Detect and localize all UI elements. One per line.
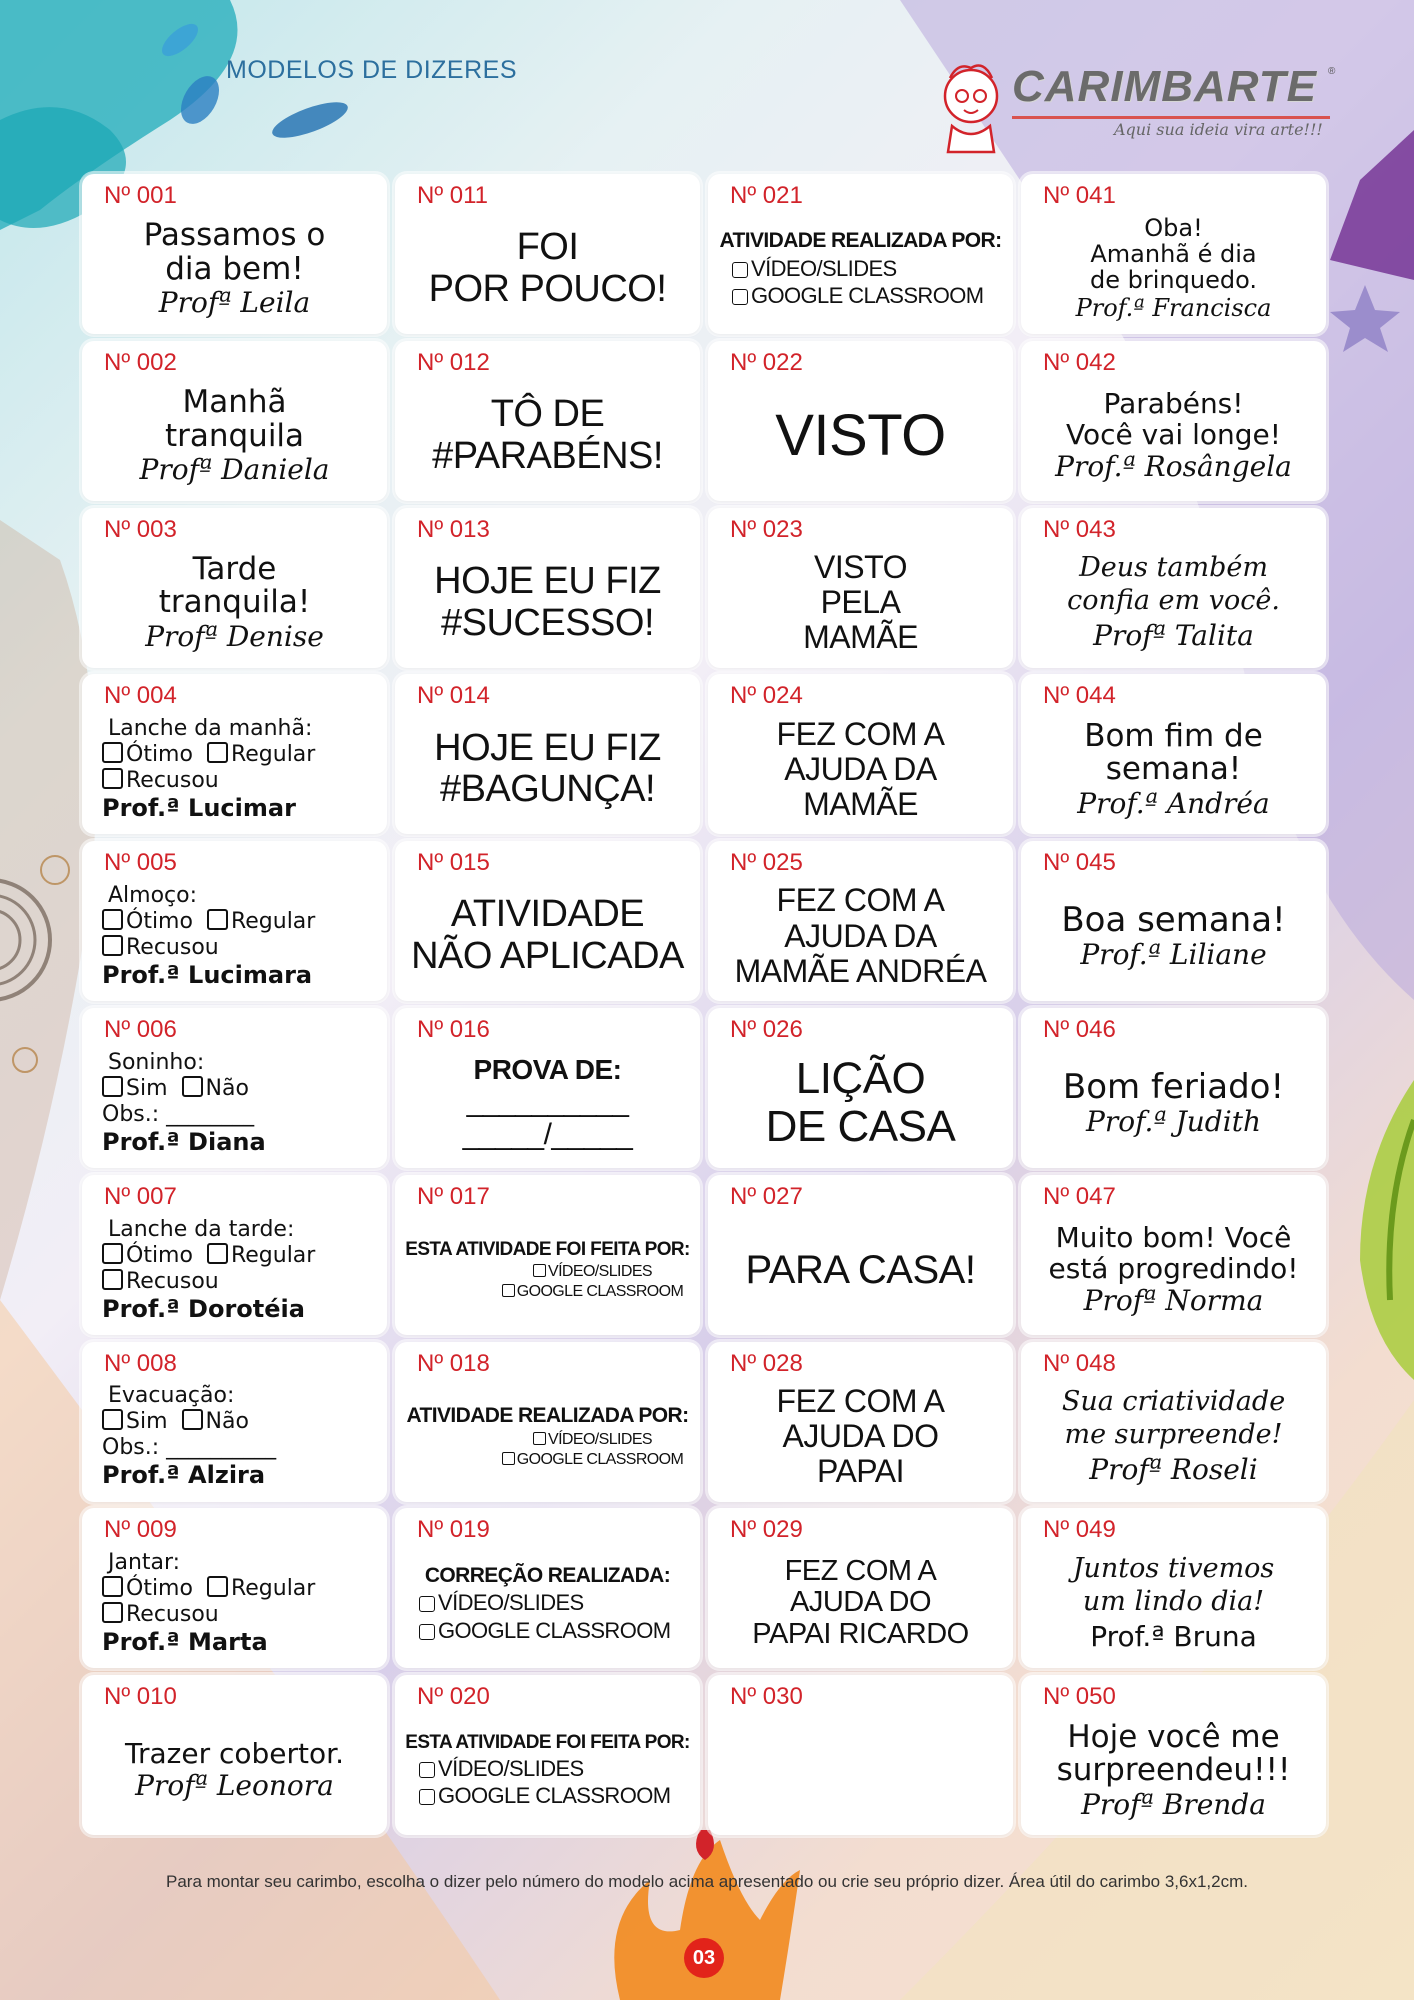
stamp-line: MAMÃE ANDRÉA <box>734 952 987 989</box>
teacher-signature: Prof.ª Lucimara <box>102 960 313 989</box>
checkbox-icon <box>102 1602 123 1623</box>
stamp-card[interactable] <box>395 1175 700 1335</box>
option-label: VÍDEO/SLIDES <box>438 1755 584 1781</box>
option-label: Regular <box>230 742 316 768</box>
stamp-card[interactable] <box>395 1342 700 1502</box>
stamp-line: Deus também <box>1079 552 1268 584</box>
option-row <box>102 1576 315 1602</box>
stamp-line: Boa semana! <box>1061 899 1286 940</box>
option-label: VÍDEO/SLIDES <box>438 1590 584 1615</box>
checkbox-option <box>714 282 983 310</box>
checkbox-option <box>443 1262 652 1282</box>
stamp-card[interactable] <box>395 1675 700 1835</box>
checkbox-option <box>412 1450 683 1470</box>
option-label: GOOGLE CLASSROOM <box>438 1783 671 1809</box>
checkbox-icon <box>102 1076 123 1097</box>
stamp-line: tranquila! <box>158 584 311 621</box>
stamp-line: CORREÇÃO REALIZADA: <box>424 1563 671 1587</box>
teacher-signature: Prof.ª Liliane <box>1080 938 1267 972</box>
model-number: Nº 004 <box>104 682 177 710</box>
stamp-text <box>401 877 694 995</box>
stamp-line: Parabéns! <box>1103 387 1244 421</box>
checkbox-option <box>401 1755 584 1783</box>
checkbox-icon <box>207 909 228 930</box>
stamp-line: Muito bom! Você <box>1055 1221 1292 1255</box>
stamp-line: Soninho: <box>108 1049 205 1075</box>
stamp-text <box>88 1044 381 1162</box>
option-row <box>102 1269 219 1295</box>
stamp-line: semana! <box>1105 751 1242 788</box>
stamp-line: confia em você. <box>1067 584 1280 616</box>
teacher-signature: Prof.ª Alzira <box>102 1461 266 1490</box>
stamp-line: VISTO <box>814 548 907 585</box>
checkbox-icon <box>207 742 228 763</box>
stamp-text <box>88 1378 381 1496</box>
teacher-signature: Prof.ª Rosângela <box>1055 449 1292 483</box>
option-label: Sim <box>126 1409 168 1435</box>
checkbox-icon <box>419 1624 435 1640</box>
checkbox-icon <box>419 1762 435 1778</box>
stamp-line: AJUDA DA <box>784 917 937 954</box>
option-label: Recusou <box>126 1268 219 1294</box>
stamp-card[interactable] <box>82 841 387 1001</box>
checkbox-icon <box>102 1269 123 1290</box>
model-number: Nº 017 <box>417 1182 490 1210</box>
stamp-line: tranquila <box>164 417 305 454</box>
stamp-text <box>88 1711 381 1829</box>
checkbox-option <box>443 1430 652 1450</box>
stamp-card[interactable] <box>82 174 387 334</box>
stamp-line: AJUDA DO <box>789 1586 932 1619</box>
stamp-line: AJUDA DO <box>782 1417 939 1454</box>
model-number: Nº 002 <box>104 348 177 376</box>
stamp-text <box>714 544 1007 662</box>
teacher-signature: Prof.ª Andréa <box>1077 786 1270 820</box>
option-label: Regular <box>230 909 316 935</box>
model-number: Nº 024 <box>730 682 803 710</box>
option-label: VÍDEO/SLIDES <box>548 1430 652 1448</box>
option-row <box>102 1602 219 1628</box>
model-number: Nº 009 <box>104 1516 177 1544</box>
stamp-text <box>1027 1378 1320 1496</box>
option-row <box>102 1076 249 1102</box>
teacher-signature: Prof.ª Marta <box>102 1628 268 1657</box>
stamp-line: HOJE EU FIZ <box>434 559 661 602</box>
checkbox-icon <box>102 1409 123 1430</box>
stamp-line: Juntos tivemos <box>1072 1553 1275 1585</box>
model-number: Nº 030 <box>730 1683 803 1711</box>
stamp-line: está progredindo! <box>1048 1251 1299 1285</box>
option-label: Ótimo <box>126 909 193 935</box>
stamp-text <box>714 377 1007 495</box>
stamp-line: FOI <box>516 226 579 269</box>
stamp-line: Passamos o <box>143 217 326 254</box>
checkbox-icon <box>102 909 123 930</box>
option-row <box>102 768 219 794</box>
stamp-card[interactable] <box>1021 1175 1326 1335</box>
stamp-line: Lanche da tarde: <box>108 1216 295 1242</box>
stamp-line: MAMÃE <box>803 619 918 656</box>
model-number: Nº 018 <box>417 1349 490 1377</box>
model-number: Nº 023 <box>730 515 803 543</box>
stamp-card[interactable] <box>82 341 387 501</box>
obs-line: Obs.: ________ <box>102 1101 255 1127</box>
stamp-line: POR POUCO! <box>428 268 667 310</box>
option-label: GOOGLE CLASSROOM <box>751 283 984 309</box>
stamp-line: dia bem! <box>165 250 304 287</box>
option-label: VÍDEO/SLIDES <box>548 1262 652 1280</box>
checkbox-option <box>401 1617 670 1645</box>
checkbox-icon <box>502 1452 515 1465</box>
stamp-line: Almoço: <box>108 883 198 909</box>
brand-name: CARIMBARTE <box>1012 62 1317 111</box>
stamp-line: FEZ COM A <box>776 1382 945 1419</box>
option-label: Ótimo <box>126 742 193 768</box>
model-number: Nº 019 <box>417 1516 490 1544</box>
brand-logo <box>928 56 1338 156</box>
stamp-text <box>88 377 381 495</box>
stamp-text <box>714 877 1007 995</box>
option-label: Não <box>205 1409 249 1435</box>
stamp-line: ESTA ATIVIDADE FOI FEITA POR: <box>405 1731 690 1753</box>
stamp-line: PARA CASA! <box>745 1247 976 1292</box>
model-number: Nº 047 <box>1043 1182 1116 1210</box>
model-number: Nº 005 <box>104 849 177 877</box>
stamp-line: de brinquedo. <box>1090 266 1257 294</box>
stamp-text <box>1027 377 1320 495</box>
stamp-text <box>714 1711 1007 1829</box>
stamp-line: PROVA DE: <box>473 1053 622 1085</box>
stamp-card[interactable] <box>82 674 387 834</box>
model-number: Nº 015 <box>417 849 490 877</box>
stamp-card[interactable] <box>1021 174 1326 334</box>
model-number: Nº 048 <box>1043 1349 1116 1377</box>
stamp-line: FEZ COM A <box>776 882 945 919</box>
stamp-text <box>88 544 381 662</box>
stamp-card[interactable] <box>708 508 1013 668</box>
stamp-card[interactable] <box>708 174 1013 334</box>
checkbox-icon <box>102 1243 123 1264</box>
stamp-text <box>1027 1211 1320 1329</box>
brand-underline <box>1012 116 1330 119</box>
model-number: Nº 006 <box>104 1015 177 1043</box>
checkbox-icon <box>207 1243 228 1264</box>
stamp-line: Manhã <box>182 384 287 421</box>
baby-mascot-icon <box>928 56 1014 156</box>
checkbox-icon <box>419 1789 435 1805</box>
stamp-line: #BAGUNÇA! <box>439 768 656 811</box>
teacher-signature: Prof.ª Bruna <box>1090 1619 1257 1653</box>
model-number: Nº 044 <box>1043 682 1116 710</box>
model-number: Nº 007 <box>104 1182 177 1210</box>
option-row <box>102 742 315 768</box>
stamp-line: PAPAI <box>816 1453 904 1490</box>
teacher-signature: Profª Talita <box>1093 619 1254 653</box>
stamp-card[interactable] <box>82 1675 387 1835</box>
stamp-line: MAMÃE <box>803 785 918 822</box>
stamp-line: Jantar: <box>108 1550 181 1576</box>
teacher-signature: Prof.ª Diana <box>102 1127 266 1156</box>
stamp-line: Oba! <box>1144 214 1203 243</box>
stamp-line: PELA <box>820 584 901 620</box>
option-label: GOOGLE CLASSROOM <box>516 1282 684 1300</box>
stamp-line: Tarde <box>192 551 277 587</box>
stamp-card[interactable] <box>1021 1342 1326 1502</box>
teacher-signature: Profª Denise <box>145 619 324 653</box>
stamp-card[interactable] <box>1021 341 1326 501</box>
stamp-line: PAPAI RICARDO <box>752 1618 969 1651</box>
stamp-line: HOJE EU FIZ <box>434 726 661 769</box>
stamp-line: surpreendeu!!! <box>1056 1752 1291 1789</box>
model-number: Nº 041 <box>1043 182 1116 209</box>
model-number: Nº 012 <box>417 348 490 376</box>
stamp-line: __________ <box>466 1085 629 1119</box>
stamp-card[interactable] <box>395 341 700 501</box>
teacher-signature: Profª Leonora <box>135 1769 334 1803</box>
stamp-line: ATIVIDADE REALIZADA POR: <box>719 229 1002 253</box>
teacher-signature: Profª Leila <box>158 286 311 320</box>
stamp-card[interactable] <box>395 174 700 334</box>
stamp-card[interactable] <box>708 1508 1013 1668</box>
stamp-text <box>401 1044 694 1162</box>
checkbox-icon <box>207 1576 228 1597</box>
stamp-card[interactable] <box>708 341 1013 501</box>
stamp-card[interactable] <box>1021 1008 1326 1168</box>
option-label: VÍDEO/SLIDES <box>751 255 897 281</box>
model-number: Nº 028 <box>730 1349 803 1377</box>
model-number: Nº 025 <box>730 849 803 877</box>
stamp-line: TÔ DE <box>490 393 605 435</box>
checkbox-option <box>401 1589 584 1617</box>
model-number: Nº 001 <box>104 182 177 209</box>
stamp-line: ATIVIDADE <box>450 893 645 936</box>
stamp-card[interactable] <box>82 1508 387 1668</box>
stamp-card[interactable] <box>1021 1508 1326 1668</box>
stamp-text <box>714 1544 1007 1662</box>
stamp-text <box>401 1378 694 1496</box>
model-number: Nº 022 <box>730 348 803 376</box>
model-number: Nº 042 <box>1043 348 1116 376</box>
checkbox-icon <box>102 742 123 763</box>
stamp-line: NÃO APLICADA <box>411 935 684 978</box>
footer-note: Para montar seu carimbo, escolha o dizer pelo número do modelo acima apresentado ou crie seu próprio dizer. Área útil do carimbo 3,6x1,2cm. <box>166 1872 1248 1891</box>
stamp-text <box>714 710 1007 828</box>
teacher-signature: Profª Brenda <box>1081 1787 1266 1821</box>
checkbox-icon <box>732 289 748 305</box>
stamp-line: Trazer cobertor. <box>125 1736 344 1770</box>
stamp-line: LIÇÃO <box>795 1053 926 1103</box>
option-row <box>102 1243 315 1269</box>
stamp-text <box>714 210 1007 328</box>
checkbox-option <box>714 255 897 283</box>
teacher-signature: Prof.ª Francisca <box>1075 293 1272 322</box>
model-number: Nº 020 <box>417 1683 490 1711</box>
stamp-line: #PARABÉNS! <box>432 434 663 477</box>
stamp-line: um lindo dia! <box>1082 1585 1265 1617</box>
stamp-text <box>88 1211 381 1329</box>
option-row <box>102 909 315 935</box>
stamp-card[interactable] <box>708 841 1013 1001</box>
stamp-line: me surpreende! <box>1064 1418 1283 1450</box>
stamp-line: Amanhã é dia <box>1090 240 1257 269</box>
teacher-signature: Prof.ª Judith <box>1086 1105 1261 1139</box>
stamp-card[interactable] <box>82 1342 387 1502</box>
stamp-card[interactable] <box>708 1675 1013 1835</box>
obs-line: Obs.: __________ <box>102 1435 277 1461</box>
model-number: Nº 003 <box>104 515 177 543</box>
stamp-line: _____/_____ <box>462 1118 633 1152</box>
model-number: Nº 010 <box>104 1683 177 1711</box>
model-number: Nº 011 <box>417 182 489 209</box>
option-label: Ótimo <box>126 1242 193 1268</box>
model-number: Nº 014 <box>417 682 490 710</box>
stamp-line: #SUCESSO! <box>440 601 655 644</box>
checkbox-icon <box>419 1596 435 1612</box>
model-number: Nº 026 <box>730 1015 803 1043</box>
stamp-card[interactable] <box>708 1008 1013 1168</box>
stamp-text <box>401 1544 694 1662</box>
stamp-card[interactable] <box>82 1008 387 1168</box>
stamp-card[interactable] <box>1021 841 1326 1001</box>
stamp-line: Lanche da manhã: <box>108 716 313 742</box>
stamp-text <box>401 1711 694 1829</box>
stamp-text <box>1027 1044 1320 1162</box>
stamp-line: Sua criatividade <box>1061 1386 1286 1418</box>
stamp-text <box>401 210 694 328</box>
option-label: Ótimo <box>126 1576 193 1602</box>
checkbox-option <box>412 1282 683 1302</box>
model-number: Nº 013 <box>417 515 490 543</box>
option-label: GOOGLE CLASSROOM <box>438 1617 671 1643</box>
registered-mark: ® <box>1328 66 1336 77</box>
stamp-card[interactable] <box>82 508 387 668</box>
stamp-card[interactable] <box>395 1008 700 1168</box>
option-row <box>102 1409 249 1435</box>
teacher-signature: Profª Daniela <box>139 453 330 487</box>
stamp-card[interactable] <box>1021 508 1326 668</box>
stamp-text <box>1027 544 1320 662</box>
option-label: Recusou <box>126 768 219 794</box>
model-number: Nº 029 <box>730 1516 803 1544</box>
stamp-card[interactable] <box>708 1175 1013 1335</box>
checkbox-icon <box>502 1284 515 1297</box>
checkbox-icon <box>533 1264 546 1277</box>
checkbox-icon <box>102 768 123 789</box>
checkbox-option <box>401 1782 670 1810</box>
brand-tagline: Aqui sua ideia vira arte!!! <box>1114 120 1323 139</box>
stamp-card[interactable] <box>1021 1675 1326 1835</box>
stamp-card[interactable] <box>708 674 1013 834</box>
stamp-models-grid <box>82 174 1334 1842</box>
stamp-line: Evacuação: <box>108 1383 235 1409</box>
page-title: MODELOS DE DIZERES <box>226 56 517 84</box>
checkbox-icon <box>732 262 748 278</box>
model-number: Nº 050 <box>1043 1683 1116 1711</box>
model-number: Nº 008 <box>104 1349 177 1377</box>
option-label: Regular <box>230 1576 316 1602</box>
checkbox-icon <box>102 1576 123 1597</box>
stamp-text <box>401 377 694 495</box>
stamp-line: VISTO <box>775 402 946 468</box>
stamp-line: FEZ COM A <box>784 1554 937 1587</box>
stamp-text <box>714 1378 1007 1496</box>
stamp-line: Você vai longe! <box>1066 417 1281 451</box>
model-number: Nº 043 <box>1043 515 1116 543</box>
stamp-line: ESTA ATIVIDADE FOI FEITA POR: <box>405 1238 690 1260</box>
stamp-card[interactable] <box>395 1508 700 1668</box>
checkbox-icon <box>533 1432 546 1445</box>
stamp-text <box>1027 1711 1320 1829</box>
stamp-line: AJUDA DA <box>784 750 937 787</box>
page-number: 03 <box>684 1938 724 1978</box>
stamp-text <box>88 710 381 828</box>
model-number: Nº 027 <box>730 1182 803 1210</box>
stamp-line: DE CASA <box>765 1101 956 1151</box>
option-label: Regular <box>230 1242 316 1268</box>
teacher-signature: Profª Norma <box>1083 1283 1264 1317</box>
checkbox-icon <box>182 1076 203 1097</box>
stamp-text <box>88 877 381 995</box>
stamp-text <box>401 1211 694 1329</box>
stamp-text <box>1027 210 1320 328</box>
stamp-text <box>401 710 694 828</box>
option-label: Sim <box>126 1075 168 1101</box>
checkbox-icon <box>182 1409 203 1430</box>
stamp-text <box>401 544 694 662</box>
model-number: Nº 021 <box>730 182 803 209</box>
stamp-line: Hoje você me <box>1067 1718 1280 1755</box>
stamp-line: Bom feriado! <box>1062 1066 1285 1107</box>
option-label: GOOGLE CLASSROOM <box>516 1450 684 1468</box>
stamp-text <box>88 210 381 328</box>
stamp-text <box>714 1044 1007 1162</box>
model-number: Nº 046 <box>1043 1015 1116 1043</box>
stamp-text <box>88 1544 381 1662</box>
teacher-signature: Prof.ª Dorotéia <box>102 1294 305 1323</box>
stamp-text <box>714 1211 1007 1329</box>
stamp-card[interactable] <box>82 1175 387 1335</box>
teacher-signature: Profª Roseli <box>1089 1453 1258 1487</box>
checkbox-icon <box>102 935 123 956</box>
stamp-text <box>1027 1544 1320 1662</box>
stamp-line: ATIVIDADE REALIZADA POR: <box>406 1404 689 1428</box>
model-number: Nº 049 <box>1043 1516 1116 1544</box>
stamp-line: Bom fim de <box>1084 717 1263 754</box>
stamp-card[interactable] <box>395 674 700 834</box>
stamp-card[interactable] <box>395 841 700 1001</box>
stamp-text <box>1027 877 1320 995</box>
stamp-text <box>1027 710 1320 828</box>
teacher-signature: Prof.ª Lucimar <box>102 794 296 823</box>
option-label: Recusou <box>126 1602 219 1628</box>
model-number: Nº 045 <box>1043 849 1116 877</box>
option-row <box>102 935 219 961</box>
stamp-card[interactable] <box>395 508 700 668</box>
stamp-card[interactable] <box>708 1342 1013 1502</box>
stamp-line: FEZ COM A <box>776 715 945 752</box>
option-label: Não <box>205 1075 249 1101</box>
option-label: Recusou <box>126 935 219 960</box>
model-number: Nº 016 <box>417 1015 490 1043</box>
stamp-card[interactable] <box>1021 674 1326 834</box>
